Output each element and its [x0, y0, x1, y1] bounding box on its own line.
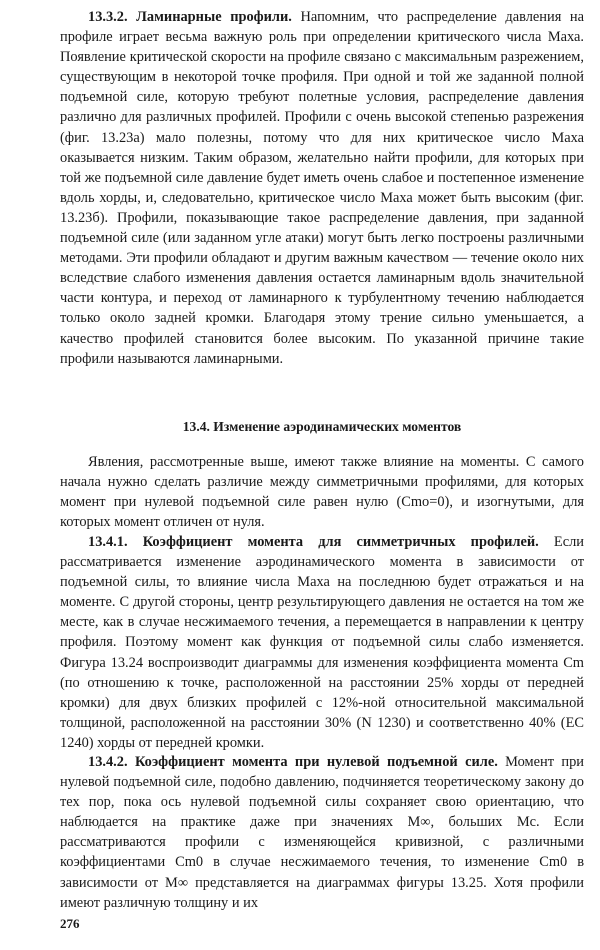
paragraph-text: Напомним, что распределение давления на профиле играет весьма важную роль при определении критического числа Маха. Появление критической скорости на профиле связано с максимальным разрежением, существующим в некоторой точке профиля. При одной и той же заданной полной подъемной силе, которую требуют полетные условия, распределение давления различно для различных профилей. Профили с очень высокой степенью разрежения (фиг. 13.23а) мало полезны, потому что для них критическое число Маха оказывается низким. Таким образом, желательно найти профили, для которых при той же подъемной силе давление будет иметь очень слабое и постепенное изменение вдоль хорды, и, следовательно, критическое число Маха может быть высоким (фиг. 13.23б). Профили, показывающие такое распределение давления, при заданной подъемной силе (или заданном угле атаки) могут быть легко построены различными методами. Эти профили обладают и другим важным качеством — течение около них вследствие слабого изменения давления остается ламинарным вдоль значительной части контура, и переход от ламинарного к турбулентному течению наблюдается только около задней кромки. Благодаря этому трение сильно уменьшается, а качество профилей становится более высоким. По указанной причине такие профили называются ламинарными.	[60, 9, 584, 367]
section-heading-13-4: 13.4. Изменение аэродинамических моментов	[182, 419, 462, 434]
paragraph-section-intro: Явления, рассмотренные выше, имеют также влияние на моменты. С самого начала нужно сделать различие между симметричными профилями, для которых момент при нулевой подъемной силе равен нулю (Cmo=0), и изогнутыми, для которых момент отличен от нуля.	[60, 454, 584, 531]
paragraph-text: Если рассматривается изменение аэродинамического момента в зависимости от подъемной силы, то влияние числа Маха на последнюю будет отражаться и на моменте. С другой стороны, центр результирующего давления не остается на том же месте, как в случае несжимаемого течения, а перемещается в направлении к центру профиля. Поэтому момент как функция от подъемной силы слабо изменяется. Фигура 13.24 воспроизводит диаграммы для изменения коэффициента момента Cm (по отношению к точке, расположенной на расстоянии 25% хорды от передней кромки) для двух близких профилей с 12%-ной относительной максимальной толщиной, расположенной на расстоянии 30% (N 1230) и соответственно 40% (ЕС 1240) хорды от передней кромки.	[60, 534, 584, 751]
page-number: 276	[60, 916, 80, 931]
subsection-heading-13-3-2: 13.3.2. Ламинарные профили.	[88, 9, 292, 25]
paragraph-text: Момент при нулевой подъемной силе, подобно давлению, подчиняется теоретическому закону до тех пор, пока ось нулевой подъемной силы сохраняет свою ориентацию, что наблюдается на практике даже при значениях M∞, больших Mc. Если рассматриваются профили с изменяющейся кривизной, с различными коэффициентами Cm0 в случае несжимаемого течения, то изменение Cm0 в зависимости от M∞ представляется на диаграммах фигуры 13.25. Хотя профили имеют различную толщину и их	[60, 754, 584, 911]
paragraph-zero-lift-moment	[60, 752, 584, 913]
subsection-heading-13-4-2: 13.4.2. Коэффициент момента при нулевой подъемной силе.	[88, 754, 498, 770]
subsection-heading-13-4-1: 13.4.1. Коэффициент момента для симметричных профилей.	[88, 534, 539, 550]
paragraph-laminar-profiles	[60, 7, 584, 369]
paragraph-symmetric-profiles	[60, 532, 584, 753]
